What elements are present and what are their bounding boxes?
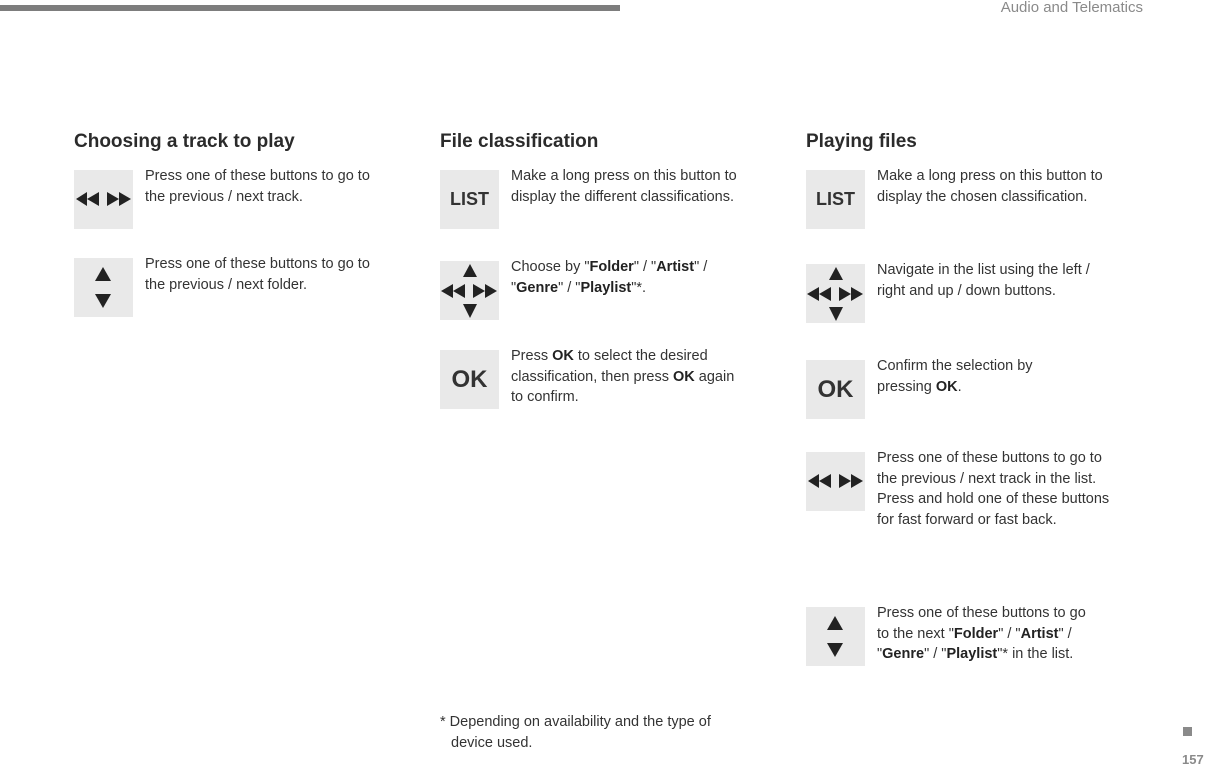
seek-buttons-image [74, 170, 133, 229]
list-button-label: LIST [450, 189, 489, 209]
seek-prev-next-icon-2 [806, 452, 865, 511]
description-prev-next-track: Press one of these buttons to go to the previous / next track. [145, 168, 370, 205]
column-title-choosing-track: Choosing a track to play [74, 131, 295, 152]
dpad-icon-2 [806, 264, 865, 323]
description-prev-next-folder: Press one of these buttons to go to the previous / next folder. [145, 256, 370, 293]
list-button-image [440, 170, 499, 229]
up-down-buttons-image-2 [806, 607, 865, 666]
column-title-playing-files: Playing files [806, 131, 917, 152]
description-choose-by: Choose by "Folder" / "Artist" / "Genre" / "Playlist"*. [511, 259, 708, 296]
list-button-label-2: LIST [816, 189, 855, 209]
seek-prev-next-icon [74, 170, 133, 229]
dpad-buttons-image [440, 261, 499, 320]
description-confirm-selection: Confirm the selection by pressing OK. [877, 358, 1033, 395]
dpad-icon [440, 261, 499, 320]
dpad-buttons-image-2 [806, 264, 865, 323]
description-navigate-list: Navigate in the list using the left / right and up / down buttons. [877, 262, 1090, 299]
description-press-ok: Press OK to select the desired classification, then press OK again to confirm. [511, 348, 735, 405]
up-down-buttons-image [74, 258, 133, 317]
ok-button-image [440, 350, 499, 409]
page-number: 157 [1182, 752, 1204, 767]
description-next-folder-in-list: Press one of these buttons to go to the next "Folder" / "Artist" / "Genre" / "Playlist"* in the list. [877, 605, 1086, 662]
up-down-icon [74, 258, 133, 317]
column-title-file-classification: File classification [440, 131, 599, 152]
ok-button-image-2 [806, 360, 865, 419]
page-marker [1183, 727, 1192, 736]
section-title: Audio and Telematics [1000, 0, 1143, 16]
list-button-image-2 [806, 170, 865, 229]
ok-button-label: OK [451, 365, 488, 393]
top-rule [0, 5, 620, 11]
up-down-icon-2 [806, 607, 865, 666]
description-track-in-list: Press one of these buttons to go to the previous / next track in the list. Press and hold one of these buttons for fast forward or fast back. [877, 450, 1110, 528]
description-list-classifications: Make a long press on this button to display the different classifications. [511, 168, 737, 205]
ok-button-label-2: OK [817, 375, 854, 403]
seek-buttons-image-2 [806, 452, 865, 511]
description-chosen-classification: Make a long press on this button to display the chosen classification. [877, 168, 1103, 205]
footnote: * Depending on availability and the type of device used. [440, 714, 711, 751]
